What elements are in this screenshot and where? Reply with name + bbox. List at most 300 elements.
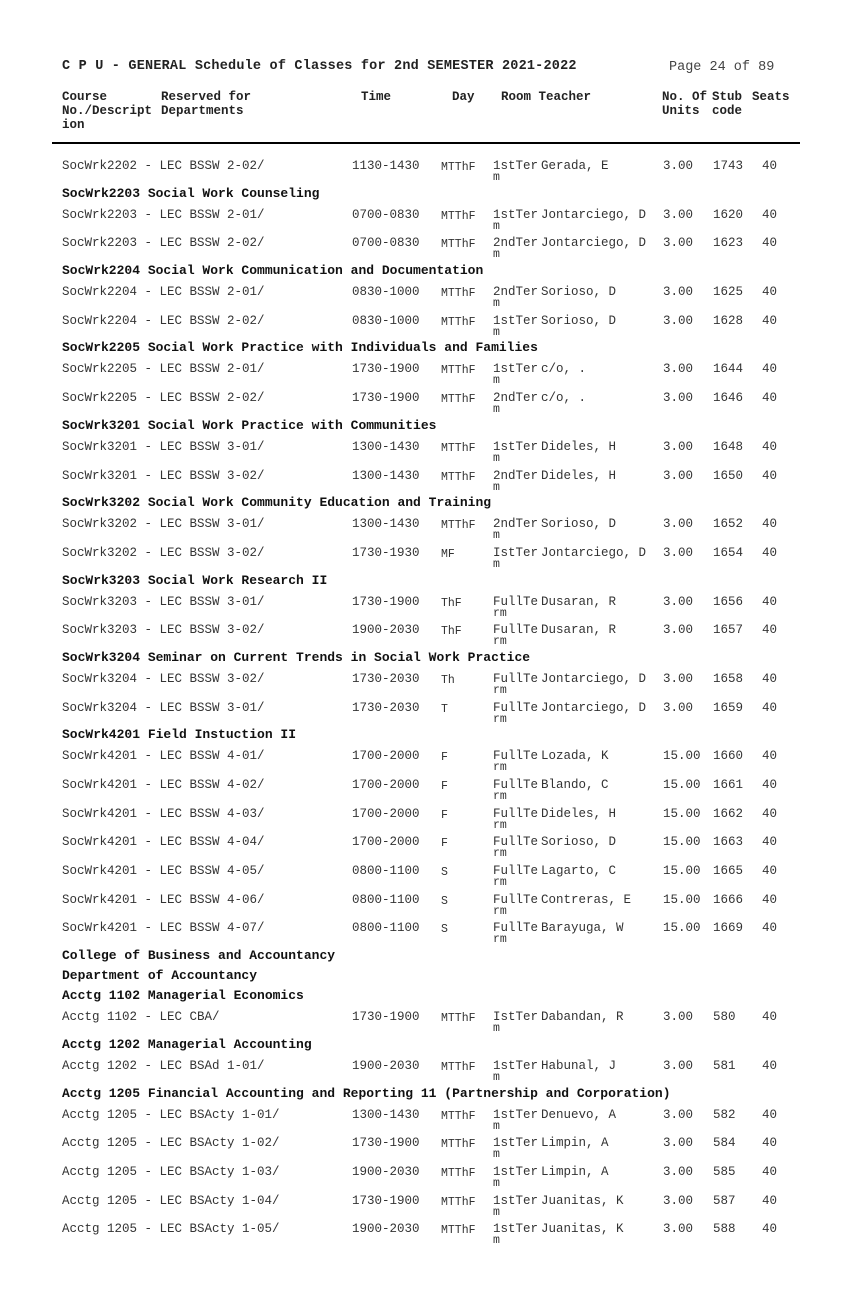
time-cell: 1300-1430 xyxy=(352,1107,420,1122)
seats-cell: 40 xyxy=(762,671,778,686)
time-cell: 1300-1430 xyxy=(352,468,420,483)
day-cell: MTThF xyxy=(441,393,476,407)
stub-code-cell: 1648 xyxy=(713,439,744,454)
column-header-reserved xyxy=(161,90,251,118)
room-cell: FullTe xyxy=(493,700,539,715)
day-cell: MTThF xyxy=(441,441,476,455)
teacher-cell: Dideles, H xyxy=(541,806,617,821)
day-cell: MTThF xyxy=(441,238,476,252)
units-cell: 3.00 xyxy=(663,1164,694,1179)
room-cell: FullTe xyxy=(493,806,539,821)
schedule-row xyxy=(0,353,850,388)
units-cell: 15.00 xyxy=(663,864,701,879)
room-cell: 1stTer xyxy=(493,1136,539,1151)
schedule-row xyxy=(0,1050,850,1084)
course-heading-text: SocWrk3203 Social Work Research II xyxy=(62,572,328,588)
schedule-row xyxy=(0,798,850,832)
room-wrap-cell: m xyxy=(493,374,500,388)
units-cell: 3.00 xyxy=(663,1222,694,1237)
course-heading-text: Department of Accountancy xyxy=(62,968,258,984)
schedule-row xyxy=(0,431,850,465)
day-cell: MTThF xyxy=(441,1060,476,1074)
units-cell: 3.00 xyxy=(663,1010,694,1025)
room-wrap-cell: m xyxy=(493,451,500,465)
stub-code-cell: 1665 xyxy=(713,864,744,879)
teacher-cell: Dideles, H xyxy=(541,468,617,483)
schedule-row xyxy=(0,663,850,697)
time-cell: 1730-1930 xyxy=(352,545,420,560)
day-cell: MTThF xyxy=(441,1195,476,1209)
teacher-cell: Sorioso, D xyxy=(541,313,617,328)
room-cell: 1stTer xyxy=(493,159,539,173)
schedule-row xyxy=(0,1127,850,1162)
schedule-row xyxy=(0,692,850,726)
schedule-row xyxy=(0,1185,850,1219)
course-cell: SocWrk3202 - LEC BSSW 3-01/ xyxy=(62,517,265,532)
day-cell: F xyxy=(441,808,448,822)
time-cell: 1730-1900 xyxy=(352,1193,420,1208)
seats-cell: 40 xyxy=(762,1193,778,1208)
course-cell: SocWrk4201 - LEC BSSW 4-04/ xyxy=(62,835,265,850)
stub-code-cell: 1658 xyxy=(713,671,744,686)
schedule-row xyxy=(0,227,850,262)
course-heading xyxy=(0,411,850,431)
units-cell: 3.00 xyxy=(663,545,694,560)
schedule-row xyxy=(0,1156,850,1190)
units-cell: 15.00 xyxy=(663,778,701,792)
units-cell: 3.00 xyxy=(663,1058,694,1073)
time-cell: 1900-2030 xyxy=(352,623,420,638)
column-header-stub-line2: code xyxy=(712,104,743,118)
seats-cell: 40 xyxy=(762,623,778,638)
room-cell: IstTer xyxy=(493,545,539,560)
course-heading xyxy=(0,981,850,1004)
seats-cell: 40 xyxy=(762,236,778,251)
time-cell: 1900-2030 xyxy=(352,1058,420,1073)
stub-code-cell: 582 xyxy=(713,1107,736,1122)
units-cell: 3.00 xyxy=(663,623,694,638)
room-wrap-cell: m xyxy=(493,297,500,311)
time-cell: 0800-1100 xyxy=(352,892,420,907)
seats-cell: 40 xyxy=(762,1107,778,1122)
time-cell: 0800-1100 xyxy=(352,864,420,879)
teacher-cell: Jontarciego, D xyxy=(541,700,647,715)
room-wrap-cell: rm xyxy=(493,933,507,947)
units-cell: 3.00 xyxy=(663,1107,694,1122)
room-cell: 2ndTer xyxy=(493,391,539,406)
day-cell: MTThF xyxy=(441,209,476,223)
seats-cell: 40 xyxy=(762,1164,778,1179)
stub-code-cell: 1669 xyxy=(713,921,744,936)
room-wrap-cell: rm xyxy=(493,635,507,649)
page-number: Page 24 of 89 xyxy=(669,60,775,75)
schedule-row xyxy=(0,1099,850,1133)
teacher-cell: Dabandan, R xyxy=(541,1010,624,1025)
course-cell: Acctg 1102 - LEC CBA/ xyxy=(62,1010,220,1025)
room-wrap-cell: rm xyxy=(493,761,507,775)
course-cell: SocWrk3201 - LEC BSSW 3-01/ xyxy=(62,439,265,454)
course-cell: SocWrk4201 - LEC BSSW 4-02/ xyxy=(62,778,265,792)
time-cell: 1700-2000 xyxy=(352,835,420,850)
stub-code-cell: 1656 xyxy=(713,594,744,609)
room-cell: 1stTer xyxy=(493,362,539,377)
schedule-row xyxy=(0,769,850,803)
time-cell: 1300-1430 xyxy=(352,517,420,532)
teacher-cell: Sorioso, D xyxy=(541,517,617,532)
stub-code-cell: 1620 xyxy=(713,207,744,222)
column-header-stub xyxy=(712,90,742,118)
seats-cell: 40 xyxy=(762,778,778,792)
seats-cell: 40 xyxy=(762,1222,778,1237)
seats-cell: 40 xyxy=(762,921,778,936)
room-cell: FullTe xyxy=(493,921,539,936)
column-header-time: Time xyxy=(361,90,392,104)
room-wrap-cell: m xyxy=(493,403,500,417)
course-cell: SocWrk4201 - LEC BSSW 4-07/ xyxy=(62,921,265,936)
seats-cell: 40 xyxy=(762,749,778,764)
course-cell: SocWrk4201 - LEC BSSW 4-06/ xyxy=(62,892,265,907)
stub-code-cell: 1623 xyxy=(713,236,744,251)
room-wrap-cell: m xyxy=(493,1022,500,1036)
day-cell: ThF xyxy=(441,625,462,639)
units-cell: 3.00 xyxy=(663,1136,694,1151)
day-cell: S xyxy=(441,866,448,880)
schedule-row xyxy=(0,826,850,861)
room-cell: FullTe xyxy=(493,671,539,686)
course-cell: SocWrk2205 - LEC BSSW 2-01/ xyxy=(62,362,265,377)
course-heading-text: Acctg 1205 Financial Accounting and Reporting 11 (Partnership and Corporation) xyxy=(62,1085,671,1101)
course-heading-text: SocWrk2204 Social Work Communication and Documentation xyxy=(62,263,484,279)
column-header-course-line3: ion xyxy=(62,118,85,132)
course-cell: Acctg 1205 - LEC BSActy 1-03/ xyxy=(62,1164,280,1179)
time-cell: 1700-2000 xyxy=(352,806,420,821)
seats-cell: 40 xyxy=(762,285,778,300)
room-cell: 1stTer xyxy=(493,1222,539,1237)
teacher-cell: Dideles, H xyxy=(541,439,617,454)
column-header-reserved-line1: Reserved for xyxy=(161,90,252,104)
seats-cell: 40 xyxy=(762,864,778,879)
column-header-day: Day xyxy=(452,90,475,104)
stub-code-cell: 1644 xyxy=(713,362,744,377)
course-cell: SocWrk2204 - LEC BSSW 2-01/ xyxy=(62,285,265,300)
teacher-cell: Limpin, A xyxy=(541,1136,609,1151)
time-cell: 1730-1900 xyxy=(352,1010,420,1025)
course-heading-text: Acctg 1102 Managerial Economics xyxy=(62,988,304,1004)
course-heading xyxy=(0,179,850,199)
seats-cell: 40 xyxy=(762,835,778,850)
course-heading xyxy=(0,720,850,743)
day-cell: Th xyxy=(441,673,455,687)
teacher-cell: Denuevo, A xyxy=(541,1107,617,1122)
course-cell: SocWrk2205 - LEC BSSW 2-02/ xyxy=(62,391,265,406)
schedule-row xyxy=(0,460,850,494)
stub-code-cell: 1625 xyxy=(713,285,744,300)
day-cell: MTThF xyxy=(441,1012,476,1026)
day-cell: S xyxy=(441,894,448,908)
room-cell: FullTe xyxy=(493,623,539,638)
course-cell: Acctg 1205 - LEC BSActy 1-01/ xyxy=(62,1107,280,1122)
column-header-course-line1: Course xyxy=(62,90,108,104)
room-cell: 1stTer xyxy=(493,1193,539,1208)
document-title: C P U - GENERAL Schedule of Classes for 2nd SEMESTER 2021-2022 xyxy=(62,59,577,74)
room-wrap-cell: rm xyxy=(493,876,507,890)
stub-code-cell: 1662 xyxy=(713,806,744,821)
room-cell: 1stTer xyxy=(493,1164,539,1179)
stub-code-cell: 1659 xyxy=(713,700,744,715)
day-cell: T xyxy=(441,702,448,716)
units-cell: 3.00 xyxy=(663,313,694,328)
course-heading xyxy=(0,256,850,279)
units-cell: 15.00 xyxy=(663,921,701,936)
teacher-cell: Contreras, E xyxy=(541,892,632,907)
seats-cell: 40 xyxy=(762,207,778,222)
column-header-seats: Seats xyxy=(752,90,790,104)
teacher-cell: Barayuga, W xyxy=(541,921,624,936)
course-cell: SocWrk3203 - LEC BSSW 3-02/ xyxy=(62,623,265,638)
teacher-cell: Limpin, A xyxy=(541,1164,609,1179)
teacher-cell: Lagarto, C xyxy=(541,864,617,879)
column-header-reserved-line2: Departments xyxy=(161,104,244,118)
room-cell: FullTe xyxy=(493,778,539,792)
teacher-cell: Dusaran, R xyxy=(541,594,617,609)
course-cell: SocWrk2203 - LEC BSSW 2-01/ xyxy=(62,207,265,222)
stub-code-cell: 1628 xyxy=(713,313,744,328)
seats-cell: 40 xyxy=(762,892,778,907)
course-heading xyxy=(0,961,850,984)
schedule-row xyxy=(0,1001,850,1036)
schedule-row xyxy=(0,614,850,649)
teacher-cell: Habunal, J xyxy=(541,1058,617,1073)
units-cell: 3.00 xyxy=(663,700,694,715)
teacher-cell: Jontarciego, D xyxy=(541,671,647,686)
time-cell: 0800-1100 xyxy=(352,921,420,936)
course-cell: Acctg 1205 - LEC BSActy 1-05/ xyxy=(62,1222,280,1237)
room-wrap-cell: m xyxy=(493,1070,500,1084)
teacher-cell: Jontarciego, D xyxy=(541,545,647,560)
seats-cell: 40 xyxy=(762,362,778,377)
seats-cell: 40 xyxy=(762,391,778,406)
teacher-cell: Lozada, K xyxy=(541,749,609,764)
day-cell: F xyxy=(441,837,448,851)
day-cell: MTThF xyxy=(441,364,476,378)
schedule-row xyxy=(0,884,850,918)
course-cell: SocWrk2203 - LEC BSSW 2-02/ xyxy=(62,236,265,251)
room-wrap-cell: m xyxy=(493,248,500,262)
schedule-list xyxy=(0,150,850,1248)
units-cell: 3.00 xyxy=(663,285,694,300)
schedule-row xyxy=(0,537,850,571)
course-heading xyxy=(0,488,850,511)
day-cell: MTThF xyxy=(441,1224,476,1238)
course-cell: SocWrk4201 - LEC BSSW 4-03/ xyxy=(62,806,265,821)
room-cell: 1stTer xyxy=(493,439,539,454)
room-cell: 1stTer xyxy=(493,1107,539,1122)
course-heading xyxy=(0,566,850,586)
stub-code-cell: 1654 xyxy=(713,545,744,560)
room-wrap-cell: m xyxy=(493,1234,500,1248)
room-cell: 2ndTer xyxy=(493,468,539,483)
time-cell: 1130-1430 xyxy=(352,159,420,173)
seats-cell: 40 xyxy=(762,439,778,454)
stub-code-cell: 585 xyxy=(713,1164,736,1179)
course-cell: SocWrk3201 - LEC BSSW 3-02/ xyxy=(62,468,265,483)
room-wrap-cell: rm xyxy=(493,712,507,726)
schedule-row xyxy=(0,1213,850,1248)
course-cell: Acctg 1205 - LEC BSActy 1-02/ xyxy=(62,1136,280,1151)
room-wrap-cell: rm xyxy=(493,904,507,918)
course-cell: SocWrk3204 - LEC BSSW 3-02/ xyxy=(62,671,265,686)
room-wrap-cell: m xyxy=(493,1176,500,1190)
seats-cell: 40 xyxy=(762,1010,778,1025)
room-cell: 2ndTer xyxy=(493,517,539,532)
room-wrap-cell: rm xyxy=(493,606,507,620)
room-cell: 2ndTer xyxy=(493,285,539,300)
stub-code-cell: 1666 xyxy=(713,892,744,907)
time-cell: 0700-0830 xyxy=(352,236,420,251)
header-divider xyxy=(52,142,800,144)
units-cell: 3.00 xyxy=(663,236,694,251)
seats-cell: 40 xyxy=(762,545,778,560)
day-cell: ThF xyxy=(441,596,462,610)
day-cell: MTThF xyxy=(441,470,476,484)
course-cell: SocWrk4201 - LEC BSSW 4-05/ xyxy=(62,864,265,879)
day-cell: S xyxy=(441,923,448,937)
room-wrap-cell: rm xyxy=(493,683,507,697)
units-cell: 15.00 xyxy=(663,806,701,821)
course-heading xyxy=(0,643,850,663)
room-wrap-cell: m xyxy=(493,1148,500,1162)
course-heading-text: SocWrk3204 Seminar on Current Trends in Social Work Practice xyxy=(62,649,531,665)
units-cell: 15.00 xyxy=(663,749,701,764)
stub-code-cell: 588 xyxy=(713,1222,736,1237)
schedule-row xyxy=(0,740,850,775)
stub-code-cell: 1661 xyxy=(713,778,744,792)
day-cell: MTThF xyxy=(441,1109,476,1123)
units-cell: 3.00 xyxy=(663,391,694,406)
room-cell: 1stTer xyxy=(493,207,539,222)
time-cell: 1300-1430 xyxy=(352,439,420,454)
teacher-cell: Dusaran, R xyxy=(541,623,617,638)
schedule-row xyxy=(0,855,850,890)
course-cell: SocWrk3202 - LEC BSSW 3-02/ xyxy=(62,545,265,560)
room-wrap-cell: m xyxy=(493,219,500,233)
schedule-row xyxy=(0,150,850,184)
time-cell: 1730-1900 xyxy=(352,362,420,377)
teacher-cell: Juanitas, K xyxy=(541,1193,624,1208)
units-cell: 3.00 xyxy=(663,159,694,173)
day-cell: MF xyxy=(441,547,455,561)
time-cell: 1730-1900 xyxy=(352,391,420,406)
room-wrap-cell: rm xyxy=(493,790,507,803)
stub-code-cell: 1652 xyxy=(713,517,744,532)
column-header-units xyxy=(662,90,707,118)
schedule-row xyxy=(0,382,850,417)
room-wrap-cell: rm xyxy=(493,818,507,832)
schedule-row xyxy=(0,199,850,233)
time-cell: 1730-1900 xyxy=(352,594,420,609)
time-cell: 1900-2030 xyxy=(352,1164,420,1179)
seats-cell: 40 xyxy=(762,313,778,328)
room-cell: FullTe xyxy=(493,892,539,907)
course-heading-text: College of Business and Accountancy xyxy=(62,948,336,964)
room-wrap-cell: m xyxy=(493,557,500,571)
units-cell: 3.00 xyxy=(663,468,694,483)
units-cell: 3.00 xyxy=(663,362,694,377)
time-cell: 1700-2000 xyxy=(352,778,420,792)
units-cell: 3.00 xyxy=(663,1193,694,1208)
room-cell: FullTe xyxy=(493,864,539,879)
course-cell: SocWrk3204 - LEC BSSW 3-01/ xyxy=(62,700,265,715)
course-heading-text: SocWrk4201 Field Instuction II xyxy=(62,727,297,743)
room-wrap-cell: m xyxy=(493,480,500,494)
units-cell: 15.00 xyxy=(663,892,701,907)
course-heading-text: SocWrk2205 Social Work Practice with Individuals and Families xyxy=(62,340,538,356)
column-header-course-line2: No./Descript xyxy=(62,104,153,118)
stub-code-cell: 584 xyxy=(713,1136,736,1151)
course-heading-text: Acctg 1202 Managerial Accounting xyxy=(62,1036,312,1052)
time-cell: 1730-2030 xyxy=(352,671,420,686)
units-cell: 15.00 xyxy=(663,835,701,850)
room-wrap-cell: m xyxy=(493,171,500,184)
day-cell: MTThF xyxy=(441,1138,476,1152)
seats-cell: 40 xyxy=(762,159,778,173)
room-cell: FullTe xyxy=(493,594,539,609)
room-wrap-cell: m xyxy=(493,1205,500,1219)
stub-code-cell: 1743 xyxy=(713,159,744,173)
room-wrap-cell: rm xyxy=(493,847,507,861)
course-cell: SocWrk2204 - LEC BSSW 2-02/ xyxy=(62,313,265,328)
schedule-row xyxy=(0,305,850,339)
column-header-room-teacher: Room Teacher xyxy=(501,90,592,104)
stub-code-cell: 1660 xyxy=(713,749,744,764)
room-cell: 1stTer xyxy=(493,313,539,328)
course-heading xyxy=(0,941,850,964)
schedule-row xyxy=(0,508,850,543)
time-cell: 1700-2000 xyxy=(352,749,420,764)
day-cell: MTThF xyxy=(441,1166,476,1180)
course-cell: SocWrk4201 - LEC BSSW 4-01/ xyxy=(62,749,265,764)
seats-cell: 40 xyxy=(762,806,778,821)
teacher-cell: Jontarciego, D xyxy=(541,207,647,222)
room-wrap-cell: m xyxy=(493,1119,500,1133)
column-header-units-line1: No. Of xyxy=(662,90,708,104)
units-cell: 3.00 xyxy=(663,207,694,222)
day-cell: MTThF xyxy=(441,287,476,301)
stub-code-cell: 1646 xyxy=(713,391,744,406)
course-cell: Acctg 1205 - LEC BSActy 1-04/ xyxy=(62,1193,280,1208)
room-cell: FullTe xyxy=(493,835,539,850)
units-cell: 3.00 xyxy=(663,439,694,454)
teacher-cell: Juanitas, K xyxy=(541,1222,624,1237)
units-cell: 3.00 xyxy=(663,517,694,532)
seats-cell: 40 xyxy=(762,1136,778,1151)
seats-cell: 40 xyxy=(762,700,778,715)
time-cell: 0830-1000 xyxy=(352,313,420,328)
course-heading xyxy=(0,333,850,356)
day-cell: MTThF xyxy=(441,315,476,329)
teacher-cell: Sorioso, D xyxy=(541,835,617,850)
room-wrap-cell: m xyxy=(493,325,500,339)
schedule-row xyxy=(0,912,850,947)
room-cell: 1stTer xyxy=(493,1058,539,1073)
stub-code-cell: 581 xyxy=(713,1058,736,1073)
units-cell: 3.00 xyxy=(663,671,694,686)
teacher-cell: c/o, . xyxy=(541,362,587,377)
teacher-cell: Sorioso, D xyxy=(541,285,617,300)
teacher-cell: c/o, . xyxy=(541,391,587,406)
course-heading-text: SocWrk3201 Social Work Practice with Communities xyxy=(62,417,437,433)
course-heading-text: SocWrk3202 Social Work Community Education and Training xyxy=(62,495,492,511)
